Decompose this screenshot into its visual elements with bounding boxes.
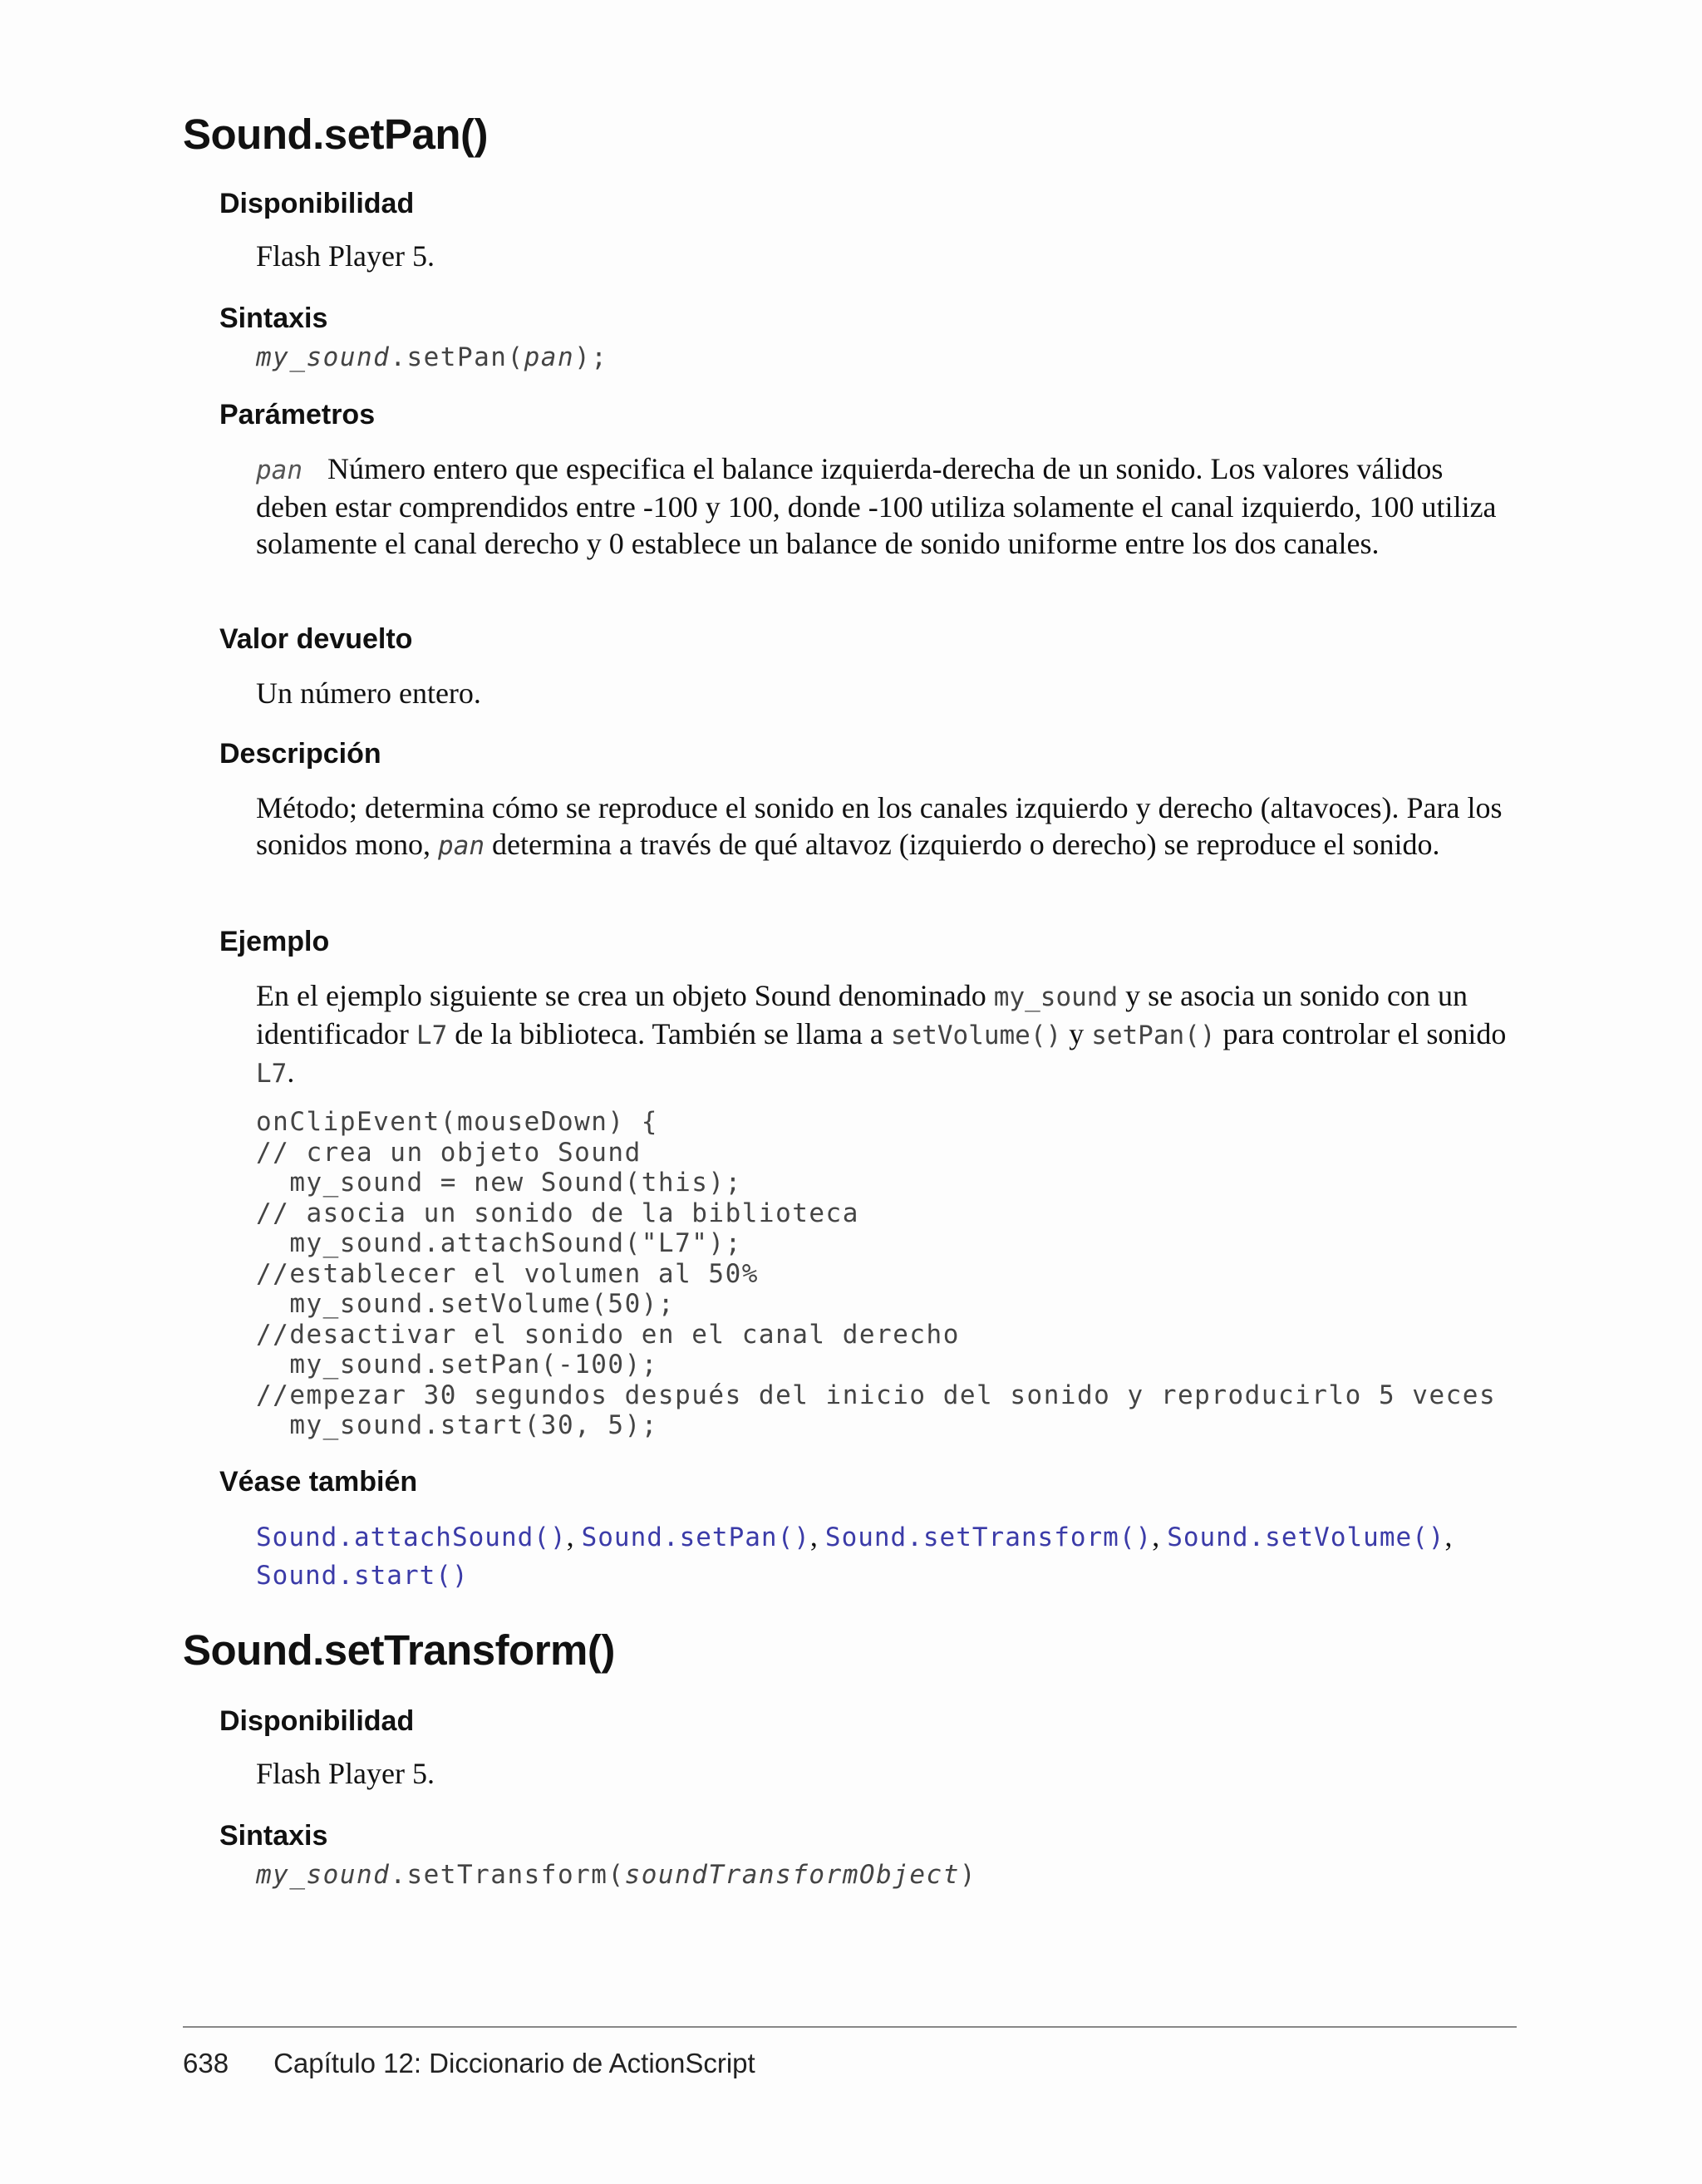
availability-text-2: Flash Player 5. — [256, 1757, 435, 1790]
link-attachsound[interactable]: Sound.attachSound() — [256, 1522, 567, 1552]
parameter-name: pan — [256, 455, 303, 485]
link-settransform[interactable]: Sound.setTransform() — [824, 1522, 1153, 1552]
section-title-setpan: Sound.setPan() — [183, 111, 489, 158]
example-intro: En el ejemplo siguiente se crea un objeto Sound denominado my_sound y se asocia un sonido con un identificador L7 de la biblioteca. También se llama a setVolume() y setPan() para controlar el sonido L7. — [256, 979, 1507, 1089]
syntax-heading: Sintaxis — [219, 303, 328, 334]
page-number: 638 — [183, 2048, 229, 2078]
description-heading: Descripción — [219, 738, 381, 770]
code-line: //empezar 30 segundos después del inicio del sonido y reproducirlo 5 veces — [256, 1380, 1497, 1410]
section-title-settransform: Sound.setTransform() — [183, 1626, 615, 1674]
see-also-heading: Véase también — [219, 1466, 418, 1498]
code-line: my_sound.setVolume(50); — [256, 1289, 676, 1319]
code-line: // crea un objeto Sound — [256, 1137, 642, 1168]
link-setpan[interactable]: Sound.setPan() — [581, 1522, 810, 1552]
link-start[interactable]: Sound.start() — [256, 1561, 469, 1591]
code-line: // asocia un sonido de la biblioteca — [256, 1198, 859, 1228]
code-line: my_sound.setPan(-100); — [256, 1350, 658, 1380]
code-line: onClipEvent(mouseDown) { — [256, 1107, 658, 1137]
page-footer — [183, 2048, 755, 2079]
availability-heading-2: Disponibilidad — [219, 1705, 415, 1737]
return-value-heading: Valor devuelto — [219, 623, 413, 655]
description-text: Método; determina cómo se reproduce el sonido en los canales izquierdo y derecho (altavoces). Para los sonidos mono, pan determina a través de qué altavoz (izquierdo o derecho) se reproduce el sonido. — [256, 791, 1503, 861]
syntax-heading-2: Sintaxis — [219, 1820, 328, 1852]
availability-heading: Disponibilidad — [219, 188, 415, 219]
syntax-code: my_sound.setPan(pan); — [256, 342, 608, 372]
chapter-title: Capítulo 12: Diccionario de ActionScript — [273, 2048, 755, 2078]
example-heading: Ejemplo — [219, 926, 330, 957]
see-also-links: Sound.attachSound(), Sound.setPan(), Sound.setTransform(), Sound.setVolume(), Sound.start() — [256, 1519, 1453, 1591]
code-line: //desactivar el sonido en el canal derecho — [256, 1319, 960, 1350]
code-line: my_sound = new Sound(this); — [256, 1168, 742, 1198]
code-line: //establecer el volumen al 50% — [256, 1258, 759, 1289]
availability-text: Flash Player 5. — [256, 239, 435, 273]
link-setvolume[interactable]: Sound.setVolume() — [1167, 1522, 1445, 1552]
code-line: my_sound.attachSound("L7"); — [256, 1228, 742, 1258]
parameter-description: pan Número entero que especifica el balance izquierda-derecha de un sonido. Los valores válidos deben estar comprendidos entre -100 y 100, donde -100 utiliza solamente el canal izquierdo, 100 utiliza solamente el canal derecho y 0 establece un balance de sonido uniforme entre los dos canales. — [256, 452, 1497, 560]
code-line: my_sound.start(30, 5); — [256, 1410, 658, 1440]
syntax-code-2: my_sound.setTransform(soundTransformObject) — [256, 1860, 977, 1890]
footer-divider — [183, 2026, 1517, 2028]
parameters-heading: Parámetros — [219, 399, 376, 430]
return-value-text: Un número entero. — [256, 676, 481, 710]
